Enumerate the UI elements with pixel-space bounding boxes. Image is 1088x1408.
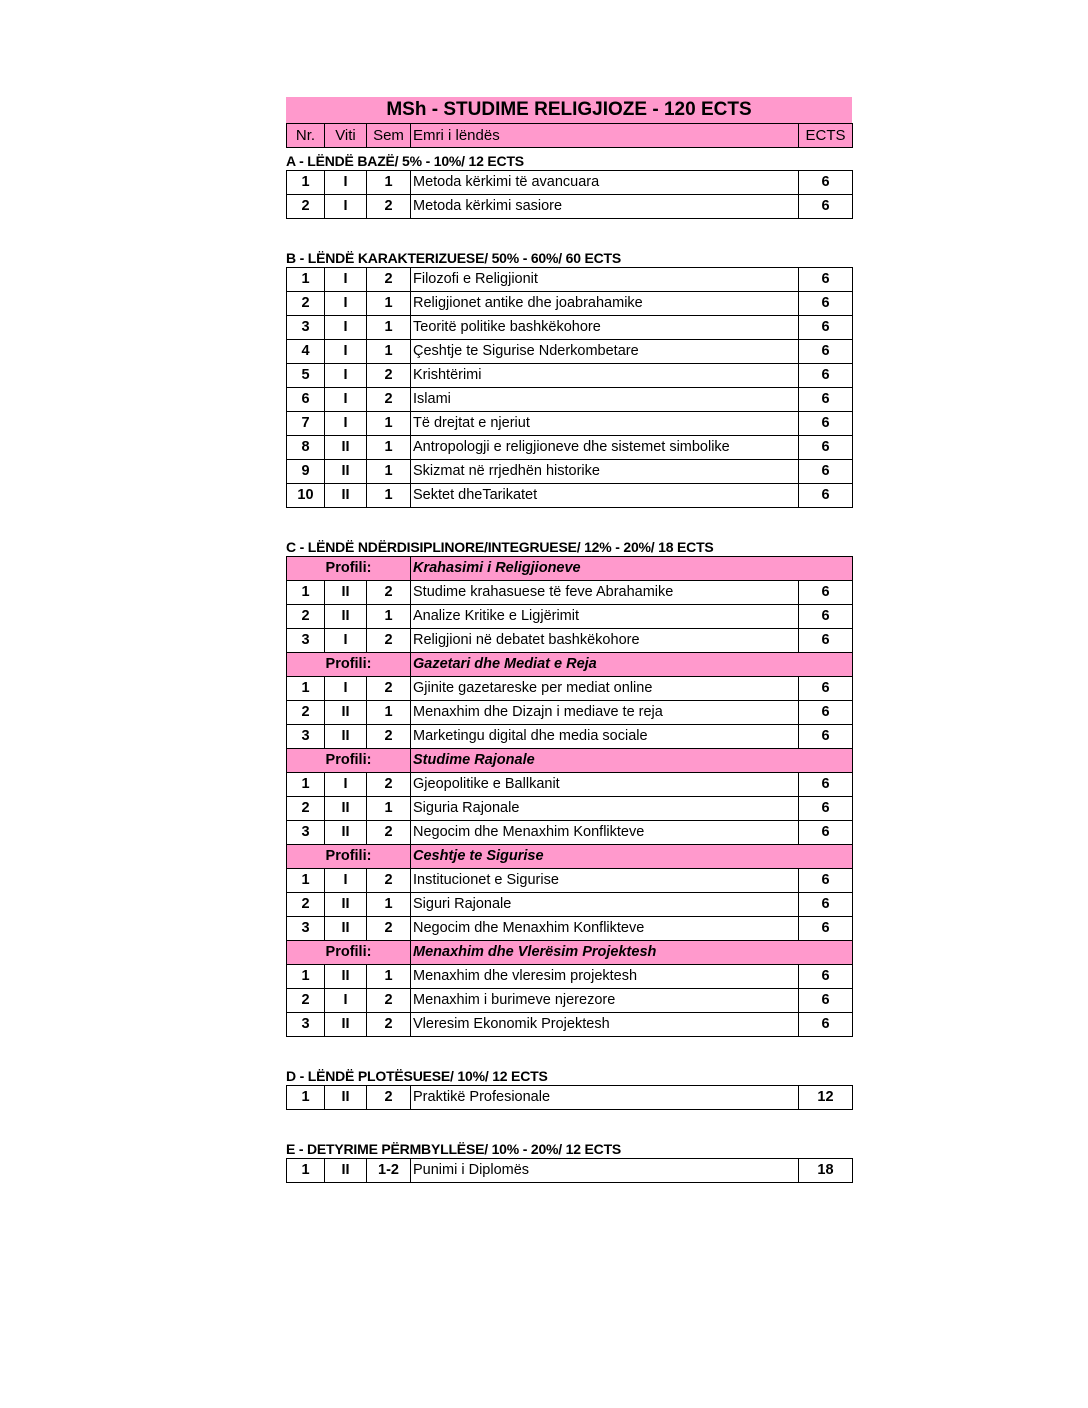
course-name: Menaxhim dhe vleresim projektesh: [411, 965, 799, 989]
profile-label: Profili:: [287, 941, 411, 965]
course-nr: 3: [287, 917, 325, 941]
course-year: II: [325, 965, 367, 989]
course-name: Islami: [411, 388, 799, 412]
header-table: [286, 123, 853, 148]
course-ects: 18: [799, 1159, 853, 1183]
course-year: I: [325, 171, 367, 195]
course-ects: 6: [799, 821, 853, 845]
course-semester: 2: [367, 725, 411, 749]
course-name: Vleresim Ekonomik Projektesh: [411, 1013, 799, 1037]
course-row: [287, 1013, 853, 1037]
profile-fill: [799, 749, 853, 773]
course-name: Filozofi e Religjionit: [411, 268, 799, 292]
course-ects: 6: [799, 797, 853, 821]
course-year: II: [325, 605, 367, 629]
course-nr: 1: [287, 1159, 325, 1183]
course-name: Punimi i Diplomës: [411, 1159, 799, 1183]
course-name: Skizmat në rrjedhën historike: [411, 460, 799, 484]
course-semester: 1: [367, 340, 411, 364]
profile-name: Ceshtje te Sigurise: [411, 845, 799, 869]
course-row: [287, 484, 853, 508]
course-row: [287, 316, 853, 340]
course-nr: 2: [287, 701, 325, 725]
course-nr: 6: [287, 388, 325, 412]
course-semester: 1: [367, 605, 411, 629]
course-semester: 1: [367, 412, 411, 436]
course-nr: 3: [287, 316, 325, 340]
course-name: Metoda kërkimi të avancuara: [411, 171, 799, 195]
course-nr: 8: [287, 436, 325, 460]
course-semester: 2: [367, 629, 411, 653]
course-year: II: [325, 1159, 367, 1183]
course-year: I: [325, 412, 367, 436]
course-name: Gjeopolitike e Ballkanit: [411, 773, 799, 797]
course-row: [287, 989, 853, 1013]
section-d-label: D - LËNDË PLOTËSUESE/ 10%/ 12 ECTS: [286, 1068, 548, 1084]
section-c-label: C - LËNDË NDËRDISIPLINORE/INTEGRUESE/ 12% - 20%/ 18 ECTS: [286, 539, 714, 555]
course-nr: 2: [287, 605, 325, 629]
course-ects: 6: [799, 292, 853, 316]
course-row: [287, 340, 853, 364]
course-name: Menaxhim i burimeve njerezore: [411, 989, 799, 1013]
profile-name: Menaxhim dhe Vlerësim Projektesh: [411, 941, 799, 965]
profile-fill: [799, 653, 853, 677]
profile-label: Profili:: [287, 845, 411, 869]
course-ects: 6: [799, 581, 853, 605]
course-ects: 6: [799, 773, 853, 797]
course-name: Teoritë politike bashkëkohore: [411, 316, 799, 340]
course-nr: 9: [287, 460, 325, 484]
course-row: [287, 195, 853, 219]
section-b-label: B - LËNDË KARAKTERIZUESE/ 50% - 60%/ 60 ECTS: [286, 250, 622, 266]
course-semester: 2: [367, 1013, 411, 1037]
course-year: II: [325, 725, 367, 749]
header-sem: Sem: [367, 124, 411, 148]
section-e-label: E - DETYRIME PËRMBYLLËSE/ 10% - 20%/ 12 ECTS: [286, 1141, 622, 1157]
course-nr: 1: [287, 965, 325, 989]
course-name: Institucionet e Sigurise: [411, 869, 799, 893]
course-nr: 3: [287, 821, 325, 845]
course-year: I: [325, 195, 367, 219]
course-name: Gjinite gazetareske per mediat online: [411, 677, 799, 701]
profile-label: Profili:: [287, 653, 411, 677]
course-year: I: [325, 388, 367, 412]
profile-name: Studime Rajonale: [411, 749, 799, 773]
course-semester: 1: [367, 316, 411, 340]
course-row: [287, 773, 853, 797]
course-year: II: [325, 460, 367, 484]
course-row: [287, 701, 853, 725]
course-ects: 6: [799, 436, 853, 460]
course-nr: 7: [287, 412, 325, 436]
course-name: Siguria Rajonale: [411, 797, 799, 821]
course-year: I: [325, 629, 367, 653]
course-nr: 1: [287, 268, 325, 292]
header-nr: Nr.: [287, 124, 325, 148]
course-ects: 6: [799, 195, 853, 219]
course-row: [287, 1086, 853, 1110]
course-row: [287, 388, 853, 412]
course-nr: 1: [287, 677, 325, 701]
course-name: Marketingu digital dhe media sociale: [411, 725, 799, 749]
course-row: [287, 268, 853, 292]
section-c-table: [286, 556, 853, 1037]
course-nr: 10: [287, 484, 325, 508]
course-nr: 1: [287, 869, 325, 893]
course-year: II: [325, 701, 367, 725]
course-year: II: [325, 484, 367, 508]
section-a-table: [286, 170, 853, 219]
column-header-row: [287, 124, 853, 148]
course-nr: 2: [287, 195, 325, 219]
course-ects: 6: [799, 989, 853, 1013]
course-semester: 1: [367, 965, 411, 989]
header-viti: Viti: [325, 124, 367, 148]
course-nr: 2: [287, 797, 325, 821]
course-nr: 4: [287, 340, 325, 364]
course-name: Metoda kërkimi sasiore: [411, 195, 799, 219]
course-nr: 1: [287, 1086, 325, 1110]
course-ects: 6: [799, 701, 853, 725]
course-semester: 2: [367, 1086, 411, 1110]
course-name: Çeshtje te Sigurise Nderkombetare: [411, 340, 799, 364]
course-ects: 6: [799, 605, 853, 629]
course-ects: 6: [799, 268, 853, 292]
course-semester: 1: [367, 460, 411, 484]
profile-label: Profili:: [287, 749, 411, 773]
course-year: I: [325, 364, 367, 388]
course-ects: 6: [799, 460, 853, 484]
course-nr: 2: [287, 989, 325, 1013]
course-name: Negocim dhe Menaxhim Konflikteve: [411, 821, 799, 845]
course-ects: 6: [799, 412, 853, 436]
course-ects: 6: [799, 1013, 853, 1037]
course-row: [287, 412, 853, 436]
course-name: Studime krahasuese të feve Abrahamike: [411, 581, 799, 605]
section-b-table: [286, 267, 853, 508]
profile-row: [287, 845, 853, 869]
course-row: [287, 605, 853, 629]
course-nr: 3: [287, 629, 325, 653]
course-nr: 3: [287, 1013, 325, 1037]
course-year: II: [325, 797, 367, 821]
course-nr: 1: [287, 581, 325, 605]
course-nr: 1: [287, 773, 325, 797]
course-row: [287, 893, 853, 917]
course-name: Praktikë Profesionale: [411, 1086, 799, 1110]
course-year: I: [325, 773, 367, 797]
course-semester: 1: [367, 797, 411, 821]
course-year: II: [325, 581, 367, 605]
course-ects: 6: [799, 171, 853, 195]
course-name: Menaxhim dhe Dizajn i mediave te reja: [411, 701, 799, 725]
course-row: [287, 965, 853, 989]
course-name: Sektet dheTarikatet: [411, 484, 799, 508]
course-name: Krishtërimi: [411, 364, 799, 388]
course-nr: 2: [287, 893, 325, 917]
course-year: I: [325, 989, 367, 1013]
profile-row: [287, 653, 853, 677]
course-ects: 6: [799, 725, 853, 749]
course-year: I: [325, 340, 367, 364]
course-semester: 1: [367, 171, 411, 195]
course-row: [287, 797, 853, 821]
course-semester: 2: [367, 917, 411, 941]
course-name: Siguri Rajonale: [411, 893, 799, 917]
profile-fill: [799, 557, 853, 581]
curriculum-document: [286, 97, 852, 1183]
course-semester: 1: [367, 292, 411, 316]
course-semester: 2: [367, 869, 411, 893]
profile-row: [287, 941, 853, 965]
course-semester: 2: [367, 268, 411, 292]
course-name: Analize Kritike e Ligjërimit: [411, 605, 799, 629]
course-year: II: [325, 821, 367, 845]
course-name: Religjioni në debatet bashkëkohore: [411, 629, 799, 653]
section-e-table: [286, 1158, 853, 1183]
profile-fill: [799, 941, 853, 965]
course-semester: 2: [367, 364, 411, 388]
course-nr: 5: [287, 364, 325, 388]
course-row: [287, 821, 853, 845]
course-year: II: [325, 893, 367, 917]
course-year: II: [325, 436, 367, 460]
course-ects: 6: [799, 965, 853, 989]
course-ects: 6: [799, 484, 853, 508]
course-row: [287, 917, 853, 941]
course-row: [287, 460, 853, 484]
header-ects: ECTS: [799, 124, 853, 148]
course-name: Antropologji e religjioneve dhe sistemet simbolike: [411, 436, 799, 460]
course-ects: 6: [799, 629, 853, 653]
course-row: [287, 171, 853, 195]
course-name: Religjionet antike dhe joabrahamike: [411, 292, 799, 316]
course-ects: 6: [799, 316, 853, 340]
course-year: II: [325, 1086, 367, 1110]
course-semester: 2: [367, 773, 411, 797]
course-ects: 6: [799, 388, 853, 412]
course-year: I: [325, 869, 367, 893]
course-row: [287, 436, 853, 460]
course-ects: 6: [799, 917, 853, 941]
course-year: I: [325, 292, 367, 316]
course-row: [287, 725, 853, 749]
course-semester: 2: [367, 989, 411, 1013]
profile-label: Profili:: [287, 557, 411, 581]
course-ects: 12: [799, 1086, 853, 1110]
course-ects: 6: [799, 869, 853, 893]
course-ects: 6: [799, 677, 853, 701]
course-year: I: [325, 316, 367, 340]
course-semester: 1: [367, 893, 411, 917]
course-row: [287, 1159, 853, 1183]
profile-name: Gazetari dhe Mediat e Reja: [411, 653, 799, 677]
course-nr: 3: [287, 725, 325, 749]
profile-row: [287, 749, 853, 773]
course-ects: 6: [799, 364, 853, 388]
course-semester: 1: [367, 436, 411, 460]
course-name: Negocim dhe Menaxhim Konflikteve: [411, 917, 799, 941]
course-row: [287, 869, 853, 893]
course-semester: 2: [367, 821, 411, 845]
course-semester: 2: [367, 677, 411, 701]
course-semester: 1-2: [367, 1159, 411, 1183]
course-semester: 1: [367, 484, 411, 508]
profile-row: [287, 557, 853, 581]
course-row: [287, 629, 853, 653]
course-row: [287, 364, 853, 388]
course-row: [287, 581, 853, 605]
course-nr: 2: [287, 292, 325, 316]
course-year: I: [325, 268, 367, 292]
profile-fill: [799, 845, 853, 869]
course-year: II: [325, 1013, 367, 1037]
course-row: [287, 677, 853, 701]
course-semester: 1: [367, 701, 411, 725]
course-ects: 6: [799, 340, 853, 364]
section-a-label: A - LËNDË BAZË/ 5% - 10%/ 12 ECTS: [286, 153, 524, 169]
course-name: Të drejtat e njeriut: [411, 412, 799, 436]
course-year: I: [325, 677, 367, 701]
header-emri: Emri i lëndës: [411, 124, 799, 148]
course-row: [287, 292, 853, 316]
course-year: II: [325, 917, 367, 941]
profile-name: Krahasimi i Religjioneve: [411, 557, 799, 581]
course-semester: 2: [367, 581, 411, 605]
course-ects: 6: [799, 893, 853, 917]
course-nr: 1: [287, 171, 325, 195]
course-semester: 2: [367, 195, 411, 219]
section-d-table: [286, 1085, 853, 1110]
page-title: MSh - STUDIME RELIGJIOZE - 120 ECTS: [286, 97, 852, 123]
course-semester: 2: [367, 388, 411, 412]
